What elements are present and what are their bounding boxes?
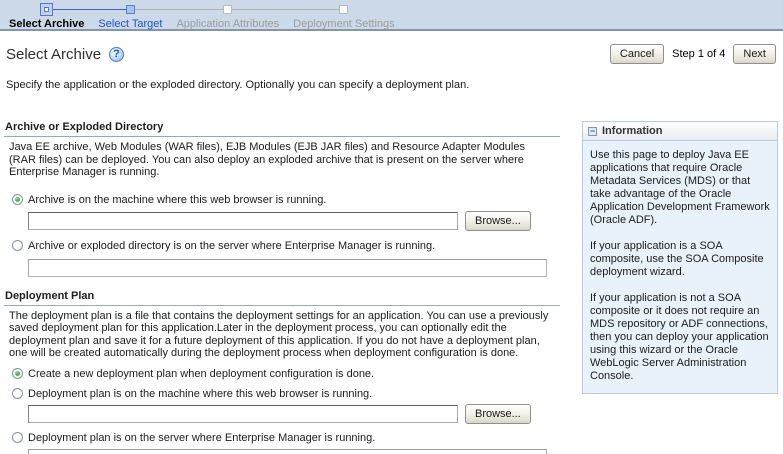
train-step-deployment-settings bbox=[286, 3, 402, 30]
radio-button-plan-server[interactable] bbox=[12, 432, 23, 443]
train-connector bbox=[53, 9, 91, 10]
radio-button-archive-server[interactable] bbox=[12, 240, 23, 251]
info-paragraph: If your application is not a SOA composite or it does not require an MDS repository or ADF connections, then you can deploy your application using this wizard or the Oracle WebLogic Server Administration Console. bbox=[590, 292, 769, 382]
archive-file-input[interactable] bbox=[28, 212, 458, 230]
information-panel-body bbox=[582, 141, 778, 394]
train-step-select-archive[interactable] bbox=[2, 3, 91, 30]
archive-browse-button[interactable]: Browse... bbox=[465, 211, 531, 231]
radio-button-plan-browser[interactable] bbox=[12, 388, 23, 399]
radio-label: Deployment plan is on the machine where this web browser is running. bbox=[28, 387, 373, 400]
plan-server-path-input[interactable] bbox=[28, 449, 547, 454]
future-step-icon bbox=[223, 5, 232, 14]
archive-section-description: Java EE archive, Web Modules (WAR files), EJB Modules (EJB JAR files) and Resource Adapter Modules (RAR files) can be deployed. You can also deploy an exploded archive that is present on the server where Enterprise Manager is running. bbox=[9, 141, 525, 178]
future-step-icon bbox=[339, 5, 348, 14]
train-connector bbox=[2, 9, 40, 10]
current-step-icon bbox=[40, 3, 53, 16]
radio-label: Create a new deployment plan when deployment configuration is done. bbox=[28, 367, 375, 380]
information-panel bbox=[582, 121, 778, 394]
information-panel-title: Information bbox=[602, 125, 663, 137]
train-step-label: Deployment Settings bbox=[293, 18, 395, 30]
radio-label: Archive or exploded directory is on the server where Enterprise Manager is running. bbox=[28, 239, 436, 252]
radio-label: Deployment plan is on the server where Enterprise Manager is running. bbox=[28, 431, 376, 444]
radio-label: Archive is on the machine where this web browser is running. bbox=[28, 193, 327, 206]
deployment-section-description: The deployment plan is a file that contains the deployment settings for an application. You can use a previously saved deployment plan for this application.Later in the deployment process, you can optionally edit the deployment plan and save it for a future deployment of this application. If you do not have a deployment plan, one will be created automatically during the deployment process when deployment configuration is done. bbox=[9, 309, 549, 359]
train-step-label: Application Attributes bbox=[176, 18, 280, 30]
next-button[interactable]: Next bbox=[733, 44, 776, 64]
archive-file-row bbox=[28, 211, 560, 231]
wizard-train bbox=[2, 3, 402, 30]
deployment-plan-section bbox=[4, 290, 560, 454]
plan-server-row bbox=[28, 449, 560, 454]
train-step-label: Select Archive bbox=[9, 18, 85, 30]
cancel-button[interactable]: Cancel bbox=[610, 44, 664, 64]
plan-browse-button[interactable]: Browse... bbox=[465, 404, 531, 424]
page-header bbox=[6, 44, 776, 64]
train-connector bbox=[286, 9, 339, 10]
archive-server-row bbox=[28, 259, 560, 277]
radio-row-plan-server[interactable] bbox=[12, 432, 560, 444]
wizard-train-bar bbox=[0, 0, 783, 31]
deployment-section-title: Deployment Plan bbox=[4, 290, 560, 306]
radio-row-plan-create[interactable] bbox=[12, 368, 560, 380]
train-connector bbox=[348, 9, 401, 10]
plan-file-row bbox=[28, 404, 560, 424]
train-connector bbox=[91, 9, 126, 10]
plan-file-input[interactable] bbox=[28, 405, 458, 423]
page-title: Select Archive bbox=[6, 45, 102, 63]
radio-button-plan-create[interactable] bbox=[12, 368, 23, 379]
radio-button-archive-browser[interactable] bbox=[12, 194, 23, 205]
train-connector bbox=[135, 9, 170, 10]
info-paragraph: If your application is a SOA composite, use the SOA Composite deployment wizard. bbox=[590, 240, 764, 278]
train-connector bbox=[169, 9, 223, 10]
archive-server-path-input[interactable] bbox=[28, 259, 547, 277]
information-panel-header bbox=[582, 121, 778, 141]
info-paragraph: Use this page to deploy Java EE applications that require Oracle Metadata Services (MDS) or that take advantage of the Oracle Application Development Framework (Oracle ADF). bbox=[590, 149, 770, 226]
train-step-label: Select Target bbox=[98, 18, 163, 30]
archive-section bbox=[4, 121, 560, 277]
collapse-icon[interactable]: − bbox=[589, 125, 596, 136]
main-content bbox=[4, 121, 783, 454]
train-connector bbox=[232, 9, 286, 10]
page-description: Specify the application or the exploded directory. Optionally you can specify a deployment plan. bbox=[6, 79, 470, 91]
train-step-select-target[interactable] bbox=[91, 3, 169, 30]
help-icon[interactable]: ? bbox=[109, 47, 124, 62]
radio-row-archive-server[interactable] bbox=[12, 240, 560, 252]
radio-row-archive-browser[interactable] bbox=[12, 194, 560, 206]
form-column bbox=[4, 121, 560, 454]
archive-section-title: Archive or Exploded Directory bbox=[4, 121, 560, 137]
step-indicator: Step 1 of 4 bbox=[672, 48, 726, 60]
train-step-application-attributes bbox=[169, 3, 286, 30]
radio-row-plan-browser[interactable] bbox=[12, 388, 560, 400]
active-step-icon bbox=[126, 5, 135, 14]
